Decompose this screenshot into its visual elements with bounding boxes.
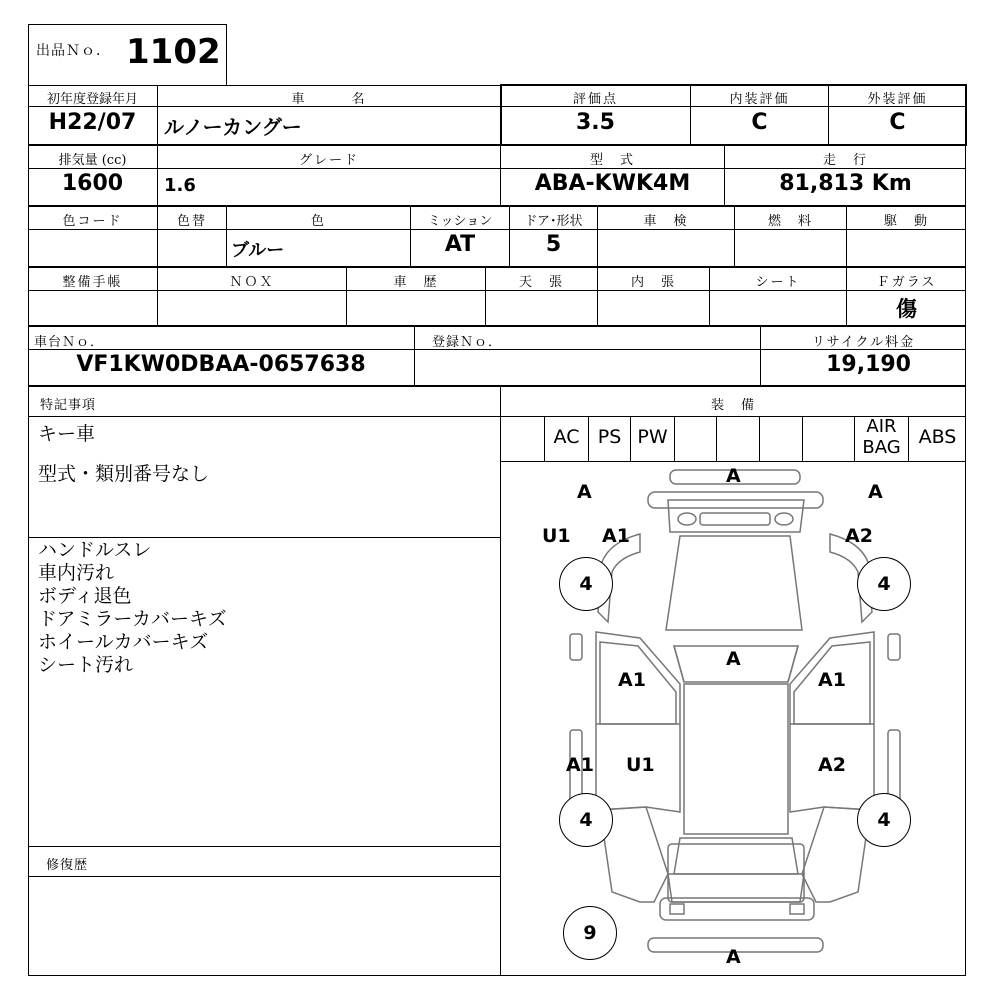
equipment-airbag-line1: AIR [866, 416, 897, 437]
nox-label: ＮＯＸ [229, 275, 275, 290]
mark-left-rear-u1: U1 [626, 754, 655, 776]
mark-right-door: A1 [818, 669, 846, 691]
note-line-5: ボディ退色 [38, 585, 132, 607]
transmission-label: ミッション [427, 214, 493, 229]
model-code-value: ABA-KWK4M [534, 171, 691, 196]
note-line-7: ホイールカバーキズ [38, 631, 209, 653]
seat-label: シート [755, 275, 801, 290]
mark-right-rear-a2: A2 [818, 754, 846, 776]
lot-number-label: 出品Ｎｏ． [36, 43, 111, 59]
special-notes-label: 特記事項 [40, 398, 97, 413]
color-code-label: 色コード [62, 214, 123, 229]
chassis-number-value: VF1KW0DBAA-0657638 [76, 352, 366, 377]
note-line-6: ドアミラーカバーキズ [38, 608, 227, 630]
score-label: 評価点 [572, 92, 618, 107]
tire-front-left: 4 [559, 557, 613, 611]
registration-number-label: 登録Ｎｏ． [432, 335, 503, 350]
tire-rear-right: 4 [857, 793, 911, 847]
grade-label: グレード [298, 153, 359, 168]
recycle-fee-value: 19,190 [826, 352, 911, 377]
fuel-label: 燃 料 [767, 214, 813, 229]
front-glass-value: 傷 [896, 297, 917, 321]
mark-right-fender-a2: A2 [845, 525, 873, 547]
equipment-label: 装 備 [710, 398, 756, 413]
recolor-label: 色替 [176, 214, 207, 229]
score-value: 3.5 [576, 110, 615, 135]
note-line-8: シート汚れ [38, 654, 134, 676]
displacement-value: 1600 [61, 171, 124, 196]
note-line-4: 車内汚れ [38, 562, 115, 584]
mark-left-rear-a1: A1 [566, 754, 594, 776]
mark-left-fender-a1: A1 [602, 525, 630, 547]
color-value: ブルー [231, 240, 285, 261]
door-shape-value: 5 [545, 232, 562, 257]
recycle-fee-label: リサイクル料金 [811, 335, 916, 350]
mark-left-fender-u1: U1 [542, 525, 571, 547]
chassis-number-label: 車台Ｎｏ． [34, 335, 105, 350]
transmission-value: AT [444, 232, 476, 257]
spare-tire: 9 [563, 906, 617, 960]
drive-label: 駆 動 [883, 214, 929, 229]
equipment-abs: ABS [918, 426, 957, 448]
equipment-airbag-line2: BAG [862, 437, 901, 458]
exterior-grade-label: 外装評価 [867, 92, 928, 107]
equipment-pw: PW [637, 426, 668, 448]
model-code-label: 型 式 [589, 153, 635, 168]
equipment-ps: PS [597, 426, 622, 448]
car-history-label: 車 歴 [393, 275, 439, 290]
displacement-label: 排気量 (cc) [58, 153, 127, 168]
note-line-3: ハンドルスレ [38, 539, 152, 561]
front-glass-label: Ｆガラス [876, 275, 937, 290]
interior-grade-label: 内装評価 [729, 92, 790, 107]
exterior-grade-value: C [889, 110, 906, 135]
mark-left-door: A1 [618, 669, 646, 691]
grade-value: 1.6 [164, 175, 196, 196]
inspection-label: 車 検 [643, 214, 689, 229]
door-shape-label: ドア･形状 [524, 214, 583, 229]
mark-front-left-corner: A [577, 481, 592, 503]
car-name-value: ルノーカングー [164, 115, 302, 139]
mark-front-bumper: A [726, 465, 741, 487]
car-name-label: 車 名 [291, 92, 367, 107]
color-label: 色 [310, 214, 326, 229]
roof-lining-label: 天 張 [518, 275, 564, 290]
interior-grade-value: C [751, 110, 768, 135]
equipment-ac: AC [553, 426, 580, 448]
tire-rear-left: 4 [559, 793, 613, 847]
tire-front-right: 4 [857, 557, 911, 611]
mileage-value: 81,813 Km [779, 171, 912, 196]
first-registration-value: H22/07 [48, 110, 137, 135]
lot-number-value: 1102 [126, 32, 221, 72]
repair-history-label: 修復歴 [46, 858, 89, 873]
mark-roof: A [726, 648, 741, 670]
inner-lining-label: 内 張 [630, 275, 676, 290]
mileage-label: 走 行 [822, 153, 868, 168]
mark-front-right-corner: A [868, 481, 883, 503]
note-line-2: 型式・類別番号なし [38, 463, 210, 485]
mark-rear-bumper: A [726, 946, 741, 968]
first-registration-label: 初年度登録年月 [46, 92, 138, 107]
maintenance-book-label: 整備手帳 [62, 275, 123, 290]
note-line-1: キー車 [38, 423, 96, 445]
